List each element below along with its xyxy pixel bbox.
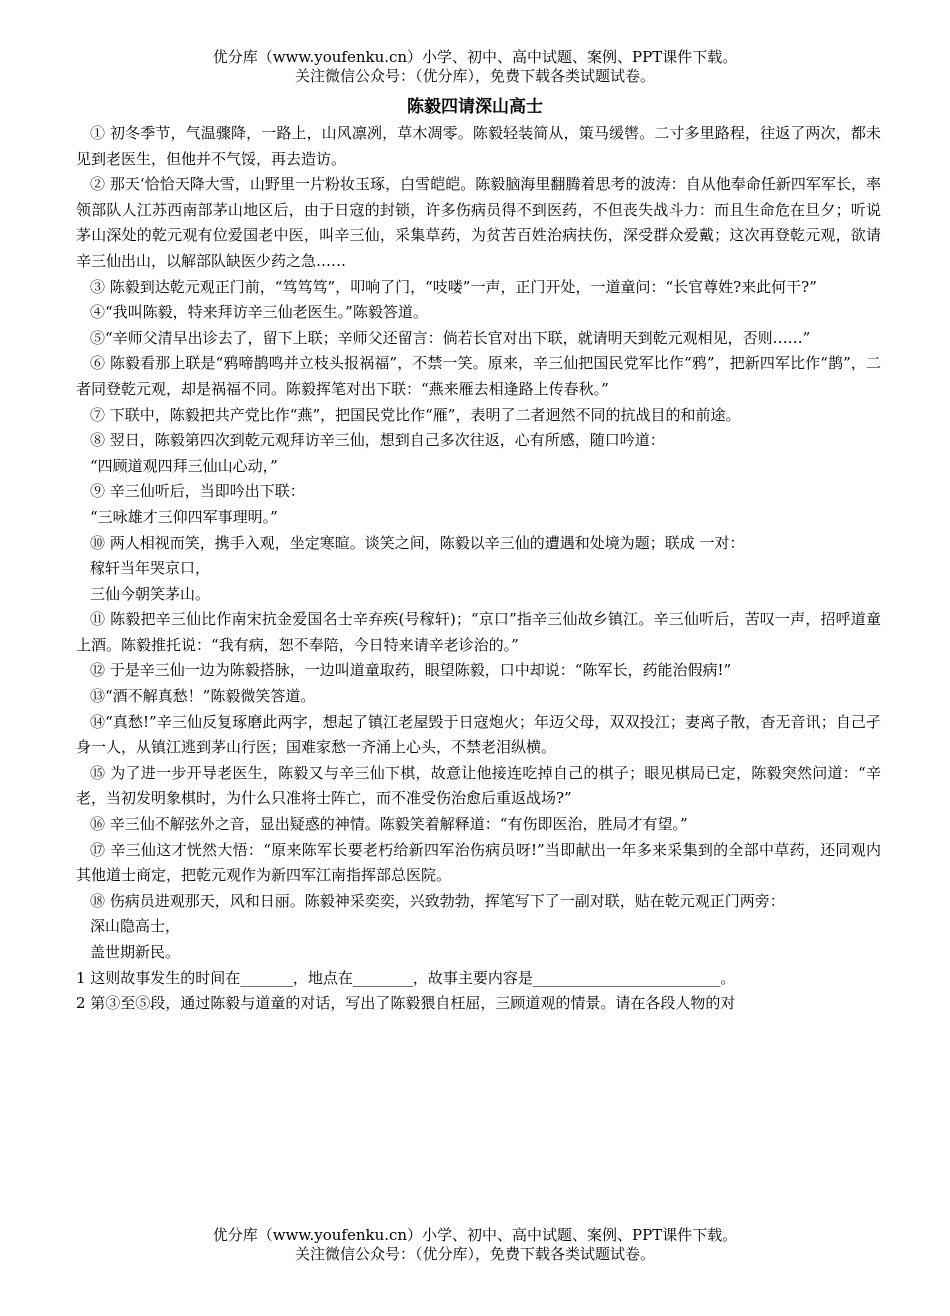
verse-line: “四顾道观四拜三仙山心动，” [90,456,278,475]
page-footer [0,1226,950,1264]
paragraph: ⑪ 陈毅把辛三仙比作南宋抗金爱国名士辛弃疾(号稼轩)；“京口”指辛三仙故乡镇江。辛三仙听后，苦叹一声，招呼道童上酒。陈毅推托说：“我有病，恕不奉陪，今日特来请辛老诊治的。” [76,610,881,654]
couplet-line: 稼轩当年哭京口， [90,559,211,578]
paragraph: ⑮ 为了进一步开导老医生，陈毅又与辛三仙下棋，故意让他接连吃掉自己的棋子；眼见棋局已定，陈毅突然问道：“辛老，当初发明象棋时，为什么只准将士阵亡，而不准受伤治愈后重返战场?” [76,763,881,808]
page-header [0,48,950,86]
article-title: 陈毅四请深山高士 [407,97,543,117]
paragraph: ⑤“辛师父清早出诊去了，留下上联；辛师父还留言：倘若长官对出下联，就请明天到乾元观相见，否则……” [90,328,811,347]
couplet-line: 三仙今朝笑茅山。 [90,584,211,603]
paragraph: ⑯ 辛三仙不解弦外之音，显出疑惑的神情。陈毅笑着解释道：“有伤即医治，胜局才有望。” [90,815,688,834]
paragraph: ① 初冬季节，气温骤降，一路上，山风凛冽，草木凋零。陈毅轻装简从，策马缓辔。二寸多里路程，往返了两次，都未见到老医生，但他并不气馁，再去造访。 [76,124,881,168]
article-body [76,121,881,1017]
couplet-line: 盖世期新民。 [90,943,181,961]
paragraph: ⑭“真愁!”辛三仙反复琢磨此两字，想起了镇江老屋毁于日寇炮火；年迈父母，双双投江；妻离子散，杳无音讯；自己孑身一人，从镇江逃到茅山行医；国难家愁一齐涌上心头，不禁老泪纵横。 [76,712,881,757]
paragraph: ④“我叫陈毅，特来拜访辛三仙老医生。”陈毅答道。 [90,303,428,322]
paragraph: ⑩ 两人相视而笑，携手入观，坐定寒暄。谈笑之间，陈毅以辛三仙的遭遇和处境为题；联成 一对： [90,533,745,552]
header-line-2: 关注微信公众号：（优分库），免费下载各类试题试卷。 [294,67,655,85]
paragraph: ⑰ 辛三仙这才恍然大悟：“原来陈军长要老朽给新四军治伤病员呀!”当即献出一年多来采集到的全部中草药，还同观内其他道士商定，把乾元观作为新四军江南指挥部总医院。 [76,840,881,885]
paragraph: ⑥ 陈毅看那上联是“鸦啼鹊鸣并立枝头报祸福”，不禁一笑。原来，辛三仙把国民党军比作“鸦”，把新四军比作“鹊”，二者同登乾元观，却是祸福不同。陈毅挥笔对出下联：“燕来雁去相逢路上传春秋。” [76,354,881,398]
verse-line: “三咏雄才三仰四军事理明。” [90,507,278,526]
paragraph: ② 那天‘恰恰天降大雪，山野里一片粉妆玉琢，白雪皑皑。陈毅脑海里翻腾着思考的波涛：自从他奉命任新四军军长，率领部队人江苏西南部茅山地区后，由于日寇的封锁，许多伤病员得不到医药，不但丧失战斗力：而且生命危在旦夕；听说茅山深处的乾元观有位爱国老中医，叫辛三仙，采集草药，为贫苦百姓治病扶伤，深受群众爱戴；这次再登乾元观，欲请辛三仙出山，以解部队缺医少药之急…… [76,175,881,270]
paragraph: ⑱ 伤病员进观那天，风和日丽。陈毅神采奕奕，兴致勃勃，挥笔写下了一副对联，贴在乾元观正门两旁： [90,891,785,910]
header-line-1: 优分库（www.youfenku.cn）小学、初中、高中试题、案例、PPT课件下载。 [212,48,738,66]
couplet-line: 深山隐高士， [90,917,181,936]
question: 1 这则故事发生的时间在_______，地点在________，故事主要内容是_________________________。 [76,968,736,987]
paragraph: ⑫ 于是辛三仙一边为陈毅搭脉，一边叫道童取药，眼望陈毅，口中却说：“陈军长，药能治假病!” [90,661,732,680]
paragraph: ⑬“酒不解真愁！”陈毅微笑答道。 [90,687,316,706]
paragraph: ⑨ 辛三仙听后，当即吟出下联： [90,482,305,501]
footer-line-2: 关注微信公众号：（优分库），免费下载各类试题试卷。 [294,1245,655,1263]
paragraph: ③ 陈毅到达乾元观正门前，“笃笃笃”，叩响了门，“吱喽”一声，正门开处，一道童问：“长官尊姓?来此何干?” [90,277,817,296]
paragraph: ⑧ 翌日，陈毅第四次到乾元观拜访辛三仙，想到自己多次往返，心有所感，随口吟道： [90,431,665,450]
paragraph: ⑦ 下联中，陈毅把共产党比作“燕”，把国民党比作“雁”，表明了二者迥然不同的抗战目的和前途。 [90,405,741,424]
question: 2 第③至⑤段，通过陈毅与道童的对话，写出了陈毅猥自枉屈，三顾道观的情景。请在各段人物的对 [76,994,736,1013]
footer-line-1: 优分库（www.youfenku.cn）小学、初中、高中试题、案例、PPT课件下载。 [212,1226,738,1244]
